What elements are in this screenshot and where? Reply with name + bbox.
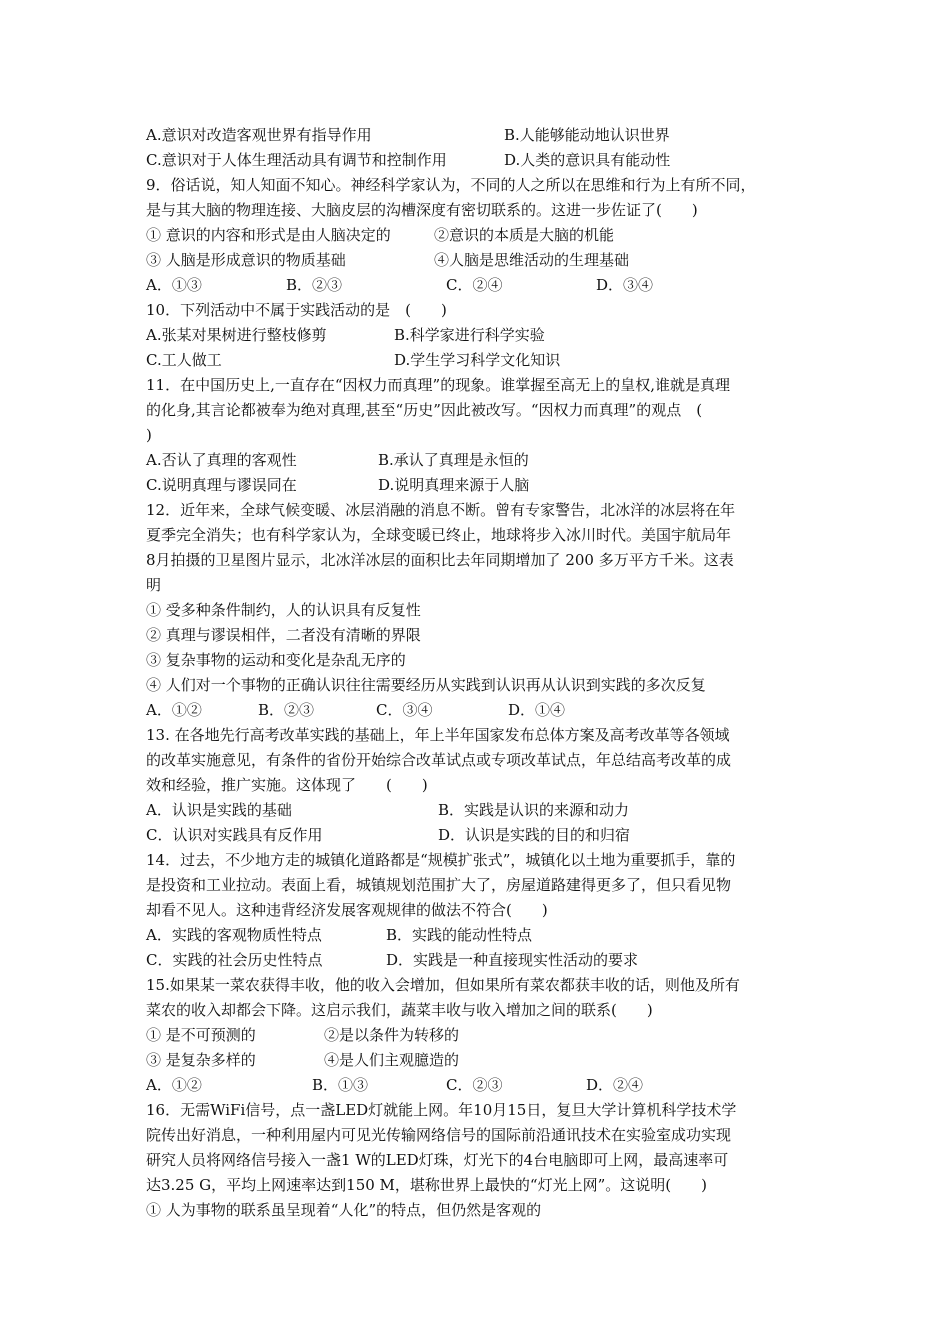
text-line: 夏季完全消失；也有科学家认为，全球变暖已终止，地球将步入冰川时代。美国宇航局年 <box>146 526 732 544</box>
text-line: ② 真理与谬误相伴，二者没有清晰的界限 <box>146 626 421 644</box>
option-item: A.意识对改造客观世界有指导作用 <box>146 126 372 144</box>
text-line: 效和经验，推广实施。这体现了 ( ) <box>146 776 428 794</box>
option-row <box>146 223 814 248</box>
option-item: B．实践是认识的来源和动力 <box>438 801 630 819</box>
option-item: A．①② <box>146 701 202 719</box>
option-row <box>146 1048 814 1073</box>
option-row <box>146 473 814 498</box>
option-item: D.说明真理来源于人脑 <box>378 476 530 494</box>
text-line: 达3.25 G，平均上网速率达到150 M，堪称世界上最快的“灯光上网”。这说明( ) <box>146 1176 707 1194</box>
option-item: A.否认了真理的客观性 <box>146 451 297 469</box>
text-line: 是投资和工业拉动。表面上看，城镇规划范围扩大了，房屋道路建得更多了，但只看见物 <box>146 876 732 894</box>
text-line: ① 受多种条件制约，人的认识具有反复性 <box>146 601 421 619</box>
option-item: B．②③ <box>286 276 343 294</box>
option-item: ②意识的本质是大脑的机能 <box>434 226 615 244</box>
option-item: D．认识是实践的目的和归宿 <box>438 826 631 844</box>
option-item: C.工人做工 <box>146 351 222 369</box>
option-row <box>146 948 814 973</box>
option-row <box>146 248 814 273</box>
text-line: 的改革实施意见，有条件的省份开始综合改革试点或专项改革试点，年总结高考改革的成 <box>146 751 732 769</box>
text-line: 15.如果某一菜农获得丰收，他的收入会增加，但如果所有菜农都获丰收的话，则他及所有 <box>146 976 740 994</box>
option-item: A．实践的客观物质性特点 <box>146 926 322 944</box>
option-item: B．①③ <box>312 1076 369 1094</box>
option-row <box>146 798 814 823</box>
option-item: C．②③ <box>446 1076 503 1094</box>
text-line: 研究人员将网络信号接入一盏1 W的LED灯珠，灯光下的4台电脑即可上网，最高速率可 <box>146 1151 729 1169</box>
text-line: 11．在中国历史上,一直存在“因权力而真理”的现象。谁掌握至高无上的皇权,谁就是真理 <box>146 376 730 394</box>
option-item: B.人能够能动地认识世界 <box>504 126 670 144</box>
option-item: ③ 人脑是形成意识的物质基础 <box>146 251 346 269</box>
text-line: 却看不见人。这种违背经济发展客观规律的做法不符合( ) <box>146 901 548 919</box>
option-item: D．实践是一种直接现实性活动的要求 <box>386 951 639 969</box>
option-item: D．①④ <box>508 701 566 719</box>
option-item: ④人脑是思维活动的生理基础 <box>434 251 630 269</box>
exam-page <box>146 123 814 1223</box>
text-line: ③ 复杂事物的运动和变化是杂乱无序的 <box>146 651 406 669</box>
option-item: D.学生学习科学文化知识 <box>394 351 561 369</box>
option-item: B．实践的能动性特点 <box>386 926 533 944</box>
option-item: D．③④ <box>596 276 654 294</box>
text-line: 9．俗话说，知人知面不知心。神经科学家认为，不同的人之所以在思维和行为上有所不同， <box>146 176 756 194</box>
option-item: D．②④ <box>586 1076 644 1094</box>
option-item: D.人类的意识具有能动性 <box>504 151 671 169</box>
option-item: C．认识对实践具有反作用 <box>146 826 323 844</box>
text-line: 14．过去，不少地方走的城镇化道路都是“规模扩张式”，城镇化以土地为重要抓手，靠的 <box>146 851 736 869</box>
text-line: ① 人为事物的联系虽呈现着“人化”的特点，但仍然是客观的 <box>146 1201 542 1219</box>
text-line: 是与其大脑的物理连接、大脑皮层的沟槽深度有密切联系的。这进一步佐证了( ) <box>146 201 698 219</box>
text-line: 8月拍摄的卫星图片显示，北冰洋冰层的面积比去年同期增加了 200 多万平方千米。这表 <box>146 551 734 569</box>
option-item: C．实践的社会历史性特点 <box>146 951 323 969</box>
text-line: 明 <box>146 576 162 594</box>
option-item: C.说明真理与谬误同在 <box>146 476 297 494</box>
text-line: 16．无需WiFi信号，点一盏LED灯就能上网。年10月15日，复旦大学计算机科学技术学 <box>146 1101 737 1119</box>
text-line: 13. 在各地先行高考改革实践的基础上，年上半年国家发布总体方案及高考改革等各领域 <box>146 726 730 744</box>
option-item: ②是以条件为转移的 <box>324 1026 460 1044</box>
option-item: C．③④ <box>376 701 433 719</box>
option-item: A．①② <box>146 1076 202 1094</box>
option-item: B．②③ <box>258 701 315 719</box>
option-item: B.承认了真理是永恒的 <box>378 451 529 469</box>
option-row <box>146 923 814 948</box>
option-item: C.意识对于人体生理活动具有调节和控制作用 <box>146 151 447 169</box>
option-item: A．认识是实践的基础 <box>146 801 292 819</box>
text-line: 院传出好消息，一种利用屋内可见光传输网络信号的国际前沿通讯技术在实验室成功实现 <box>146 1126 732 1144</box>
option-item: ③ 是复杂多样的 <box>146 1051 256 1069</box>
option-row <box>146 823 814 848</box>
option-row <box>146 448 814 473</box>
option-item: ① 意识的内容和形式是由人脑决定的 <box>146 226 391 244</box>
option-row <box>146 1023 814 1048</box>
option-row <box>146 273 814 298</box>
option-item: A.张某对果树进行整枝修剪 <box>146 326 327 344</box>
option-row <box>146 123 814 148</box>
text-line: 菜农的收入却都会下降。这启示我们，蔬菜丰收与收入增加之间的联系( ) <box>146 1001 653 1019</box>
text-line: 的化身,其言论都被奉为绝对真理,甚至“历史”因此被改写。“因权力而真理”的观点 ( <box>146 401 703 419</box>
text-line: ④ 人们对一个事物的正确认识往往需要经历从实践到认识再从认识到实践的多次反复 <box>146 676 706 694</box>
text-line: 12．近年来，全球气候变暖、冰层消融的消息不断。曾有专家警告，北冰洋的冰层将在年 <box>146 501 736 519</box>
text-line: ) <box>146 426 152 444</box>
option-item: A．①③ <box>146 276 202 294</box>
option-row <box>146 148 814 173</box>
option-item: C．②④ <box>446 276 503 294</box>
option-item: ① 是不可预测的 <box>146 1026 256 1044</box>
text-line: 10．下列活动中不属于实践活动的是 ( ) <box>146 301 447 319</box>
option-row <box>146 698 814 723</box>
option-row <box>146 323 814 348</box>
option-row <box>146 348 814 373</box>
option-item: B.科学家进行科学实验 <box>394 326 545 344</box>
option-row <box>146 1073 814 1098</box>
option-item: ④是人们主观臆造的 <box>324 1051 460 1069</box>
